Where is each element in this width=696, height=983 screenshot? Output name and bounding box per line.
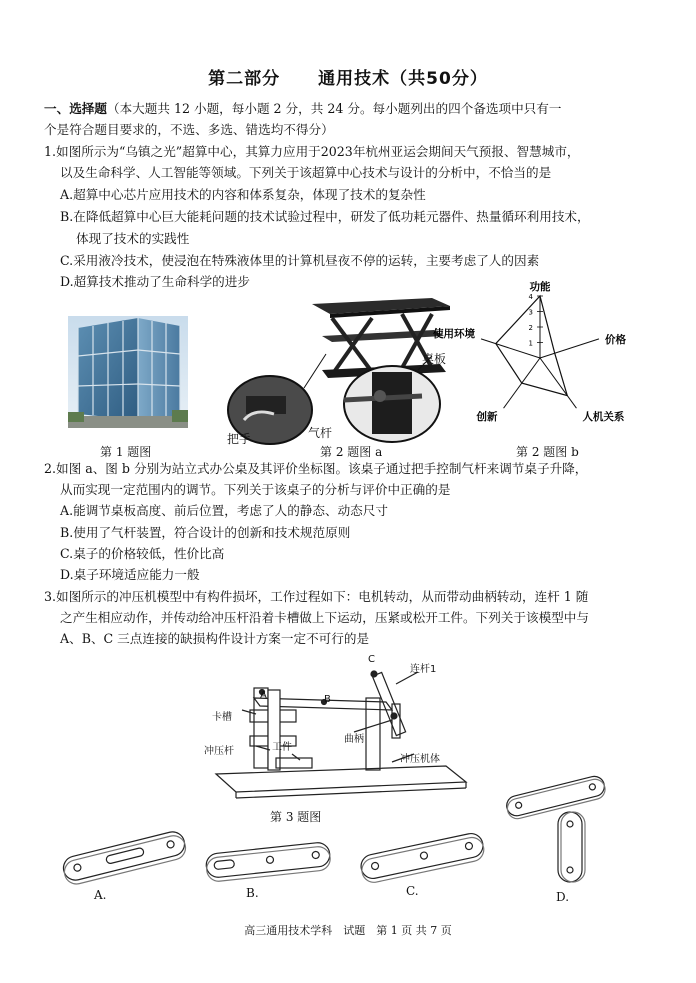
q3-stem-3: A、B、C 三点连接的缺损构件设计方案一定不可行的是 xyxy=(60,631,370,646)
figure-2b-caption: 第 2 题图 b xyxy=(516,445,579,459)
q2-option-d: D.桌子环境适应能力一般 xyxy=(60,567,200,582)
page-footer: 高三通用技术学科 试题 第 1 页 共 7 页 xyxy=(244,924,452,937)
q1-option-c: C.采用液冷技术，使浸泡在特殊液体里的计算机昼夜不停的运转，主要考虑了人的因素 xyxy=(60,253,540,268)
q3-stem-1: 3.如图所示的冲压机模型中有构件损坏，工作过程如下：电机转动，从而带动曲柄转动，连杆 1 随 xyxy=(44,589,589,604)
subject-label: 通用技术（共50分） xyxy=(318,69,488,89)
option-b-label: B. xyxy=(246,886,259,900)
radar-tick-label: 1 xyxy=(528,339,533,348)
q2-stem-1: 2.如图 a、图 b 分别为站立式办公桌及其评价坐标图。该桌子通过把手控制气杆来调节桌子升降， xyxy=(44,461,588,476)
section-label: 一、选择题 xyxy=(44,101,107,116)
section-desc-2: 个是符合题目要求的，不选、多选、错选均不得分） xyxy=(44,122,334,137)
radar-axis-label: 创新 xyxy=(476,411,498,424)
radar-axis-label: 功能 xyxy=(529,281,551,293)
section-desc-1: （本大题共 12 小题，每小题 2 分，共 24 分。每小题列出的四个备选项中只有一 xyxy=(106,101,562,116)
q2-stem-2: 从而实现一定范围内的调节。下列关于该桌子的分析与评价中正确的是 xyxy=(60,482,451,497)
figure-2a-caption: 第 2 题图 a xyxy=(320,445,383,459)
q1-stem-2: 以及生命科学、人工智能等领域。下列关于该超算中心技术与设计的分析中，不恰当的是 xyxy=(60,165,552,180)
q2-option-b: B.使用了气杆装置，符合设计的创新和技术规范原则 xyxy=(60,525,351,540)
figure-3-caption: 第 3 题图 xyxy=(270,810,322,824)
q1-option-b-2: 体现了技术的实践性 xyxy=(76,231,190,246)
option-c-label: C. xyxy=(406,884,419,898)
label-punch-rod: 冲压杆 xyxy=(204,746,234,757)
q1-option-b-1: B.在降低超算中心巨大能耗问题的技术试验过程中，研发了低功耗元器件、热量循环利用技术， xyxy=(60,209,590,224)
label-point-b: B xyxy=(324,694,331,705)
q2-option-c: C.桌子的价格较低，性价比高 xyxy=(60,546,225,561)
section-header xyxy=(44,98,561,119)
q3-stem-2: 之产生相应动作，并传动给冲压杆沿着卡槽做上下运动，压紧或松开工件。下列关于该模型中与 xyxy=(60,610,589,625)
q1-option-d: D.超算技术推动了生命科学的进步 xyxy=(60,274,250,289)
gas-rod-label: 气杆 xyxy=(308,426,333,440)
option-a-link-bar xyxy=(54,826,194,886)
label-point-c: C xyxy=(368,654,375,665)
label-point-a: A xyxy=(260,690,267,701)
handle-label: 把手 xyxy=(227,432,252,446)
punch-press-figure xyxy=(196,654,486,804)
building-photo xyxy=(68,316,188,428)
label-slot: 卡槽 xyxy=(212,712,232,723)
label-link-1: 连杆1 xyxy=(410,664,437,675)
radar-tick-label: 4 xyxy=(528,293,533,301)
figure-1-caption: 第 1 题图 xyxy=(100,445,152,459)
desk-top-label: 桌板 xyxy=(422,352,447,366)
radar-tick-label: 3 xyxy=(528,308,533,317)
label-crank: 曲柄 xyxy=(344,734,364,745)
q1-option-a: A.超算中心芯片应用技术的内容和体系复杂，体现了技术的复杂性 xyxy=(60,187,426,202)
q1-stem-1: 1.如图所示为“乌镇之光”超算中心，其算力应用于2023年杭州亚运会期间天气预报、智慧城市， xyxy=(44,144,580,159)
page-title xyxy=(0,64,696,89)
option-d-label: D. xyxy=(556,890,570,904)
option-c-link-bar xyxy=(352,828,492,884)
label-workpiece: 工件 xyxy=(272,742,292,753)
radar-axis-line xyxy=(540,339,599,358)
radar-axis-label: 人机关系 xyxy=(582,411,625,424)
option-a-label: A. xyxy=(94,888,107,902)
radar-tick-label: 2 xyxy=(528,324,533,332)
radar-axis-label: 使用环境 xyxy=(433,327,476,340)
option-d-link-bars xyxy=(496,768,616,888)
label-press-body: 冲压机体 xyxy=(400,754,440,765)
desk-figure xyxy=(222,292,462,450)
radar-axis-label: 价格 xyxy=(604,333,626,346)
option-b-link-bar xyxy=(198,836,338,884)
part-label: 第二部分 xyxy=(208,69,281,89)
q2-option-a: A.能调节桌板高度、前后位置，考虑了人的静态、动态尺寸 xyxy=(60,503,388,518)
